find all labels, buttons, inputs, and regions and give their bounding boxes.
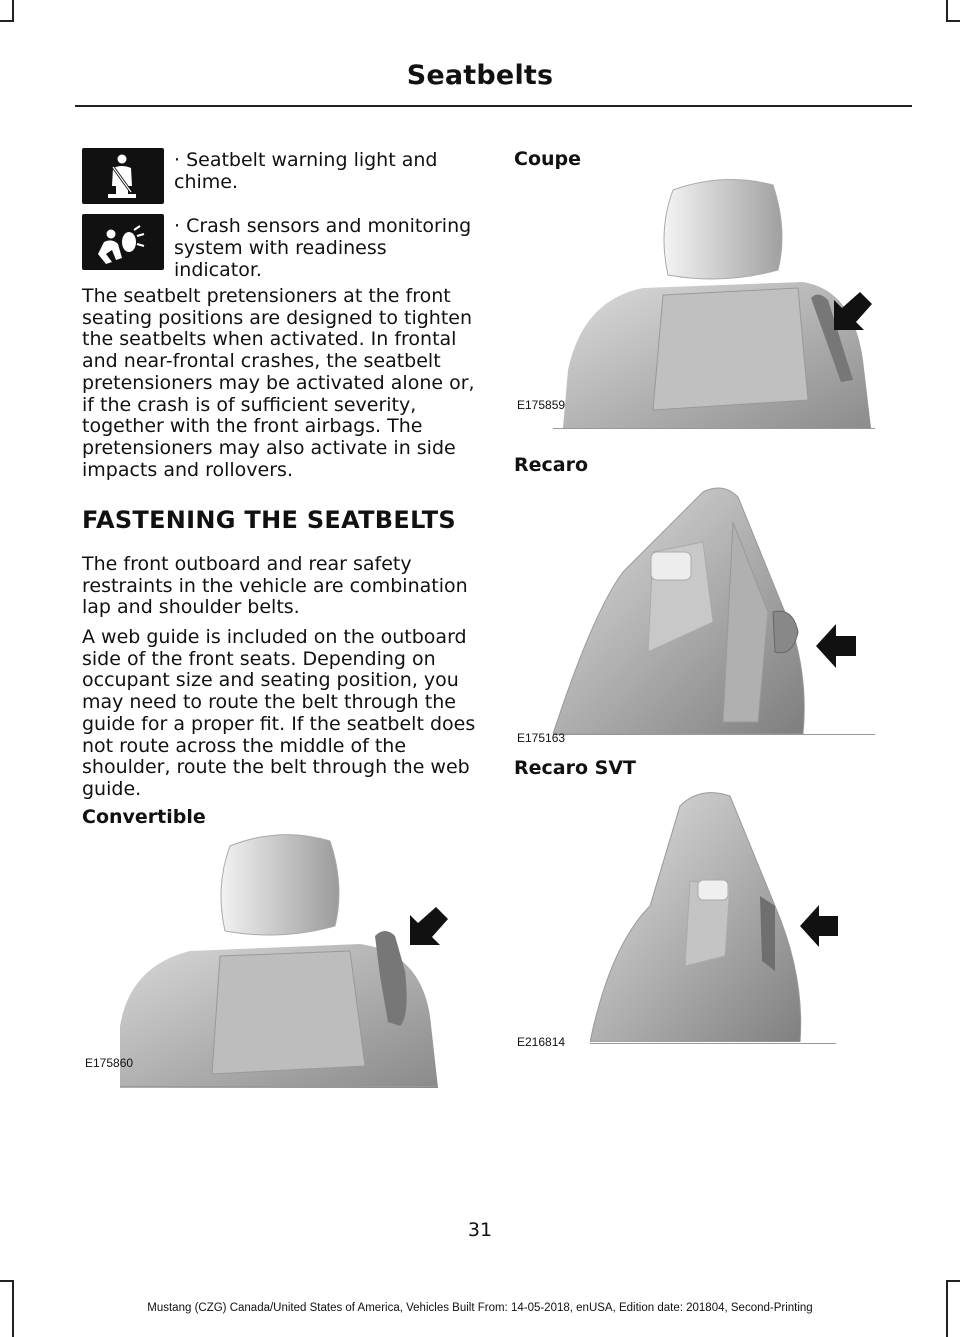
section-heading: FASTENING THE SEATBELTS	[82, 506, 456, 534]
crop-mark	[946, 0, 948, 22]
header-divider	[75, 105, 912, 107]
crop-mark	[0, 1280, 14, 1282]
pretensioners-paragraph: The seatbelt pretensioners at the front seating positions are designed to tighten the seatbelts when activated. In frontal and near-frontal crashes, the seatbelt pretensioners may be activated alone or, if the crash is of sufficient severity, together with the front airbags. The pretensioners may also activate in side impacts and rollovers.	[82, 285, 475, 481]
convertible-seat-illustration	[120, 826, 450, 1092]
recaro-svt-arrow-icon	[800, 903, 840, 953]
crop-mark	[946, 1280, 960, 1282]
web-guide-paragraph: A web guide is included on the outboard side of the front seats. Depending on occupant size and seating position, you may need to route the belt through the guide for a proper fit. If the seatbelt does not route across the middle of the shoulder, route the belt through the web guide.	[82, 626, 476, 800]
recaro-seat-illustration	[553, 482, 873, 738]
figure-code-recaro-svt: E216814	[517, 1035, 566, 1049]
coupe-arrow-icon	[832, 290, 874, 336]
figure-rule	[553, 428, 875, 429]
crash-sensors-text: · Crash sensors and monitoring system with readiness indicator.	[174, 215, 472, 281]
page-number: 31	[467, 1219, 493, 1241]
crop-mark	[12, 0, 14, 22]
figure-caption-recaro: Recaro	[514, 454, 589, 476]
restraints-paragraph: The front outboard and rear safety restraints in the vehicle are combination lap and shoulder belts.	[82, 553, 468, 619]
footer-text: Mustang (CZG) Canada/United States of America, Vehicles Built From: 14-05-2018, enUSA, Edition date: 201804, Second-Printing	[147, 1302, 813, 1314]
seatbelt-warning-text: · Seatbelt warning light and chime.	[174, 149, 438, 193]
figure-caption-coupe: Coupe	[514, 148, 582, 170]
recaro-arrow-icon	[816, 622, 858, 674]
convertible-arrow-icon	[408, 905, 450, 951]
figure-code-convertible: E175860	[85, 1056, 134, 1070]
recaro-svt-seat-illustration	[590, 786, 810, 1046]
crop-mark	[0, 20, 14, 22]
crop-mark	[946, 20, 960, 22]
figure-rule	[590, 1043, 836, 1044]
figure-caption-recaro-svt: Recaro SVT	[514, 757, 636, 779]
figure-rule	[120, 1086, 438, 1087]
figure-caption-convertible: Convertible	[82, 806, 206, 828]
airbag-icon	[82, 214, 164, 270]
page-title: Seatbelts	[406, 60, 554, 91]
figure-code-coupe: E175859	[517, 398, 566, 412]
coupe-seat-illustration	[553, 170, 873, 432]
seatbelt-warning-icon	[82, 148, 164, 204]
figure-code-recaro: E175163	[517, 731, 566, 745]
figure-rule	[553, 734, 875, 735]
